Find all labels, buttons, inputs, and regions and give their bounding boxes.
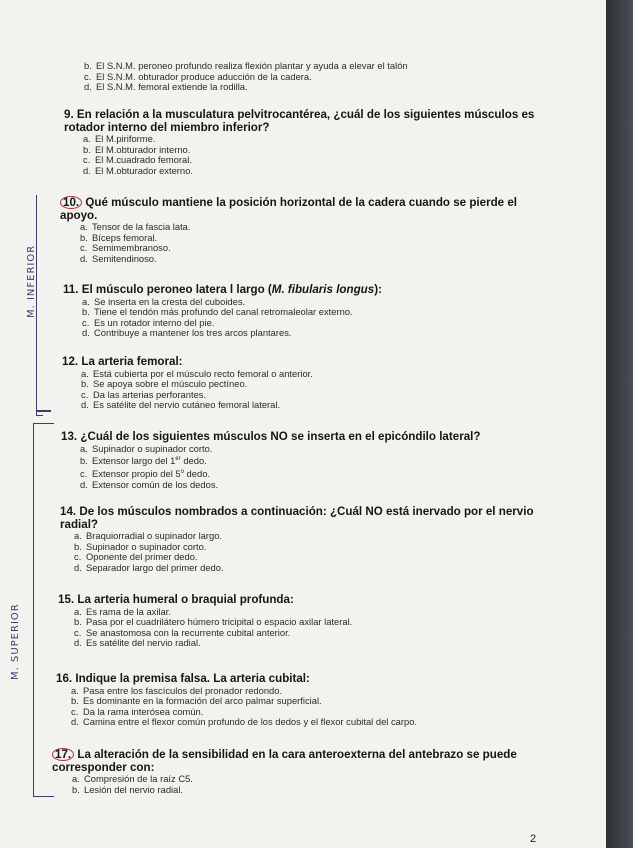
question-stem: 17. La alteración de la sensibilidad en la cara anteroexterna del antebrazo se puede corresponder con: [52, 748, 517, 774]
lower-limb-label: M. INFERIOR [26, 244, 37, 318]
upper-limb-label: M. SUPERIOR [10, 603, 21, 680]
question-stem: 11. El músculo peroneo latera l largo (M. fibularis longus): [63, 283, 382, 296]
question-stem: 12. La arteria femoral: [62, 355, 183, 368]
option: a. Supinador o supinador corto. [80, 442, 213, 454]
question-15 [58, 594, 542, 649]
lower-limb-bracket-end [36, 410, 51, 412]
option: d. Separador largo del primer dedo. [74, 561, 224, 573]
question-stem: 15. La arteria humeral o braquial profunda: [58, 593, 294, 606]
option: c. Extensor propio del 5$^o$ dedo. [80, 467, 211, 479]
upper-limb-bracket [33, 423, 54, 797]
question-16 [56, 673, 542, 728]
option: c. Se anastomosa con la recurrente cubital anterior. [74, 626, 291, 638]
question-9 [64, 109, 544, 176]
option: b. Pasa por el cuadrilátero húmero tricipital o espacio axilar lateral. [74, 616, 353, 628]
question-12 [62, 356, 542, 411]
option: c. El M.cuadrado femoral. [83, 154, 192, 166]
previous-question-options [84, 61, 408, 93]
option: d. Contribuye a mantener los tres arcos plantares. [82, 327, 292, 339]
option: a. Braquiorradial o supinador largo. [74, 530, 223, 541]
option: c. El S.N.M. obturador produce aducción de la cadera. [84, 70, 312, 82]
question-11 [63, 284, 543, 339]
lower-limb-bracket [36, 195, 43, 416]
question-stem: 13. ¿Cuál de los siguientes músculos NO se inserta en el epicóndilo lateral? [61, 430, 481, 443]
option: a. Tensor de la fascia lata. [80, 221, 191, 232]
option: d. Extensor común de los dedos. [80, 478, 219, 490]
option: b. El S.N.M. peroneo profundo realiza flexión plantar y ayuda a elevar el talón [84, 60, 408, 71]
option: b. El M.obturador interno. [83, 143, 191, 155]
option: d. Camina entre el flexor común profundo de los dedos y el flexor cubital del carpo. [71, 716, 418, 728]
page-number: 2 [530, 833, 537, 845]
option: b. Es dominante en la formación del arco palmar superficial. [71, 695, 322, 707]
handwritten-circle: 10. [60, 196, 82, 209]
option: b. Bíceps femoral. [80, 231, 158, 243]
option: b. Se apoya sobre el músculo pectíneo. [81, 378, 248, 390]
option: c. Da la rama interósea común. [71, 705, 204, 717]
question-17 [52, 748, 544, 795]
option: c. Semimembranoso. [80, 242, 171, 254]
question-13 [61, 431, 541, 490]
question-stem: 16. Indique la premisa falsa. La arteria cubital: [56, 672, 310, 685]
option: b. Tiene el tendón más profundo del canal retromaleolar externo. [82, 306, 353, 318]
option: d. Es satélite del nervio cutáneo femoral lateral. [81, 399, 281, 411]
option: a. El M.piriforme. [83, 133, 156, 144]
option: c. Es un rotador interno del pie. [82, 316, 215, 328]
option: a. Compresión de la raíz C5. [72, 773, 193, 784]
question-stem: 9. En relación a la musculatura pelvitrocantérea, ¿cuál de los siguientes músculos es rotador interno del miembro inferior? [64, 108, 535, 134]
question-14 [60, 506, 544, 573]
option: b. Extensor largo del 1er dedo. [80, 455, 207, 467]
option: a. Está cubierta por el músculo recto femoral o anterior. [81, 367, 313, 379]
option: d. El M.obturador externo. [83, 164, 193, 176]
option: d. El S.N.M. femoral extiende la rodilla. [84, 81, 248, 93]
option: d. Es satélite del nervio radial. [74, 637, 201, 649]
option: a. Pasa entre los fascículos del pronador redondo. [71, 684, 283, 696]
question-stem: 14. De los músculos nombrados a continuación: ¿Cuál NO está inervado por el nervio radial? [60, 505, 534, 531]
option: c. Oponente del primer dedo. [74, 551, 198, 563]
option: b. Supinador o supinador corto. [74, 540, 207, 552]
option: a. Es rama de la axilar. [74, 605, 171, 617]
question-stem: 10. Qué músculo mantiene la posición horizontal de la cadera cuando se pierde el apoyo. [60, 196, 518, 222]
page-edge-shadow [606, 0, 633, 848]
handwritten-circle: 17. [52, 748, 74, 761]
option: a. Se inserta en la cresta del cuboides. [82, 295, 246, 307]
option: b. Lesión del nervio radial. [72, 783, 184, 795]
question-10 [60, 196, 544, 264]
option: d. Semitendinoso. [80, 252, 157, 264]
option: c. Da las arterias perforantes. [81, 388, 207, 400]
